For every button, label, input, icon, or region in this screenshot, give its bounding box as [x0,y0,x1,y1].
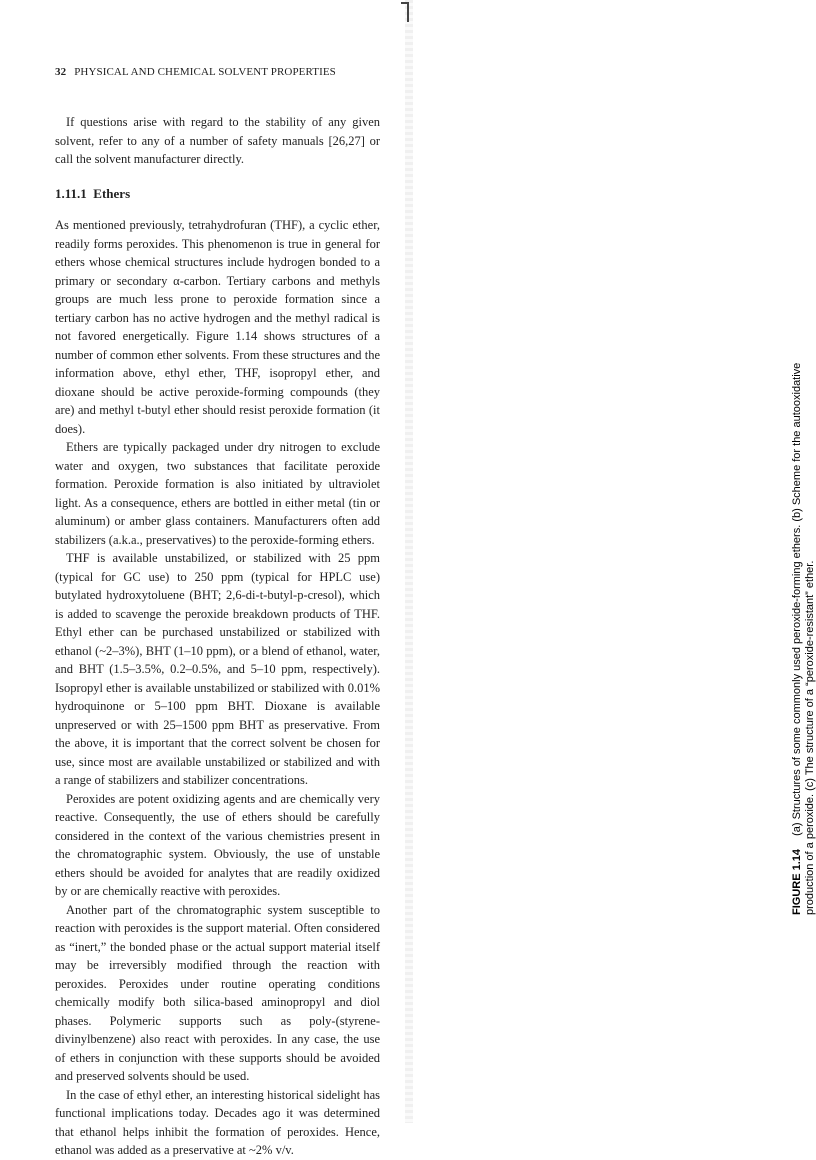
caption-label: FIGURE 1.14 [791,848,803,915]
paragraph: Ethers are typically packaged under dry nitrogen to exclude water and oxygen, two substances that facilitate peroxide formation. Peroxide formation is also initiated by ultraviolet light. As a consequence, ethers are bottled in either metal (tin or aluminum) or amber glass containers. Manufacturers often add stabilizers (a.k.a., preservatives) to the peroxide-forming ethers. [55,440,380,547]
paragraph: THF is available unstabilized, or stabilized with 25 ppm (typical for GC use) to 250 ppm (typical for HPLC use) butylated hydroxytoluene (BHT; 2,6-di-t-butyl-p-cresol), which is added to scavenge the peroxide breakdown products of THF. Ethyl ether can be purchased unstabilized or stabilized with ethanol (~2–3%), BHT (1–10 ppm), or a blend of ethanol, water, and BHT (1.5–3.5%, 0.2–0.5%, and 5–10 ppm, respectively). Isopropyl ether is available unstabilized or stabilized with 0.01% hydroquinone or 5–100 ppm BHT. Dioxane is available unpreserved or with 25–1500 ppm BHT as preservative. From the above, it is important that the correct solvent be chosen for use, since most are available unstabilized or stabilized and with a range of stabilizers and stabilizer concentrations. [55,551,380,787]
section-title: Ethers [93,186,131,201]
paragraph: As mentioned previously, tetrahydrofuran (THF), a cyclic ether, readily forms peroxides. This phenomenon is true in general for ethers whose chemical structures include hydrogen bonded to a primary or secondary α-carbon. Tertiary carbons and methyls groups are much less prone to peroxide formation since a tertiary carbon has no active hydrogen and the methyl radical is not favored energetically. Figure 1.14 shows structures of a number of common ether solvents. From these structures and the information above, ethyl ether, THF, isopropyl ether, and dioxane should be active peroxide-forming compounds (they are) and methyl t-butyl ether should resist peroxide formation (it does). [55,218,380,436]
page-number: 32 [55,66,67,78]
intro-text: If questions arise with regard to the stability of any given solvent, refer to any of a number of safety manuals [26,27] or call the solvent manufacturer directly. [55,115,380,166]
figure-caption [791,363,803,915]
section-number: 1.11.1 [55,186,87,201]
running-title: PHYSICAL AND CHEMICAL SOLVENT PROPERTIES [74,66,336,78]
paragraph: Peroxides are potent oxidizing agents and are chemically very reactive. Consequently, the use of ethers should be carefully considered in the context of the various chemistries present in the chromatographic system. Obviously, the use of unstable ethers should be avoided for analytes that are readily oxidized by or are chemically reactive with peroxides. [55,791,380,898]
caption-line-2: production of a peroxide. (c) The structure of a “peroxide-resistant” ether. [804,560,816,915]
paragraph: Another part of the chromatographic system susceptible to reaction with peroxides is the support material. Often considered as “inert,” the bonded phase or the actual support material itself may be irreversibly modified through the reaction with peroxides. Peroxides under routine operating conditions chemically modify both silica-based aminopropyl and diol phases. Polymeric supports such as poly-(styrene-divinylbenzene) also react with peroxides. In any case, the use of ethers in conjunction with these supports should be avoided and preserved solvents should be used. [55,902,380,1083]
caption-line-1: (a) Structures of some commonly used peroxide-forming ethers. (b) Scheme for the autooxidative [791,362,803,836]
paragraph: In the case of ethyl ether, an interesting historical sidelight has functional implications today. Decades ago it was determined that ethanol helps inhibit the formation of peroxides. Hence, ethanol was added as a preservative at ~2% v/v. [55,1087,380,1157]
